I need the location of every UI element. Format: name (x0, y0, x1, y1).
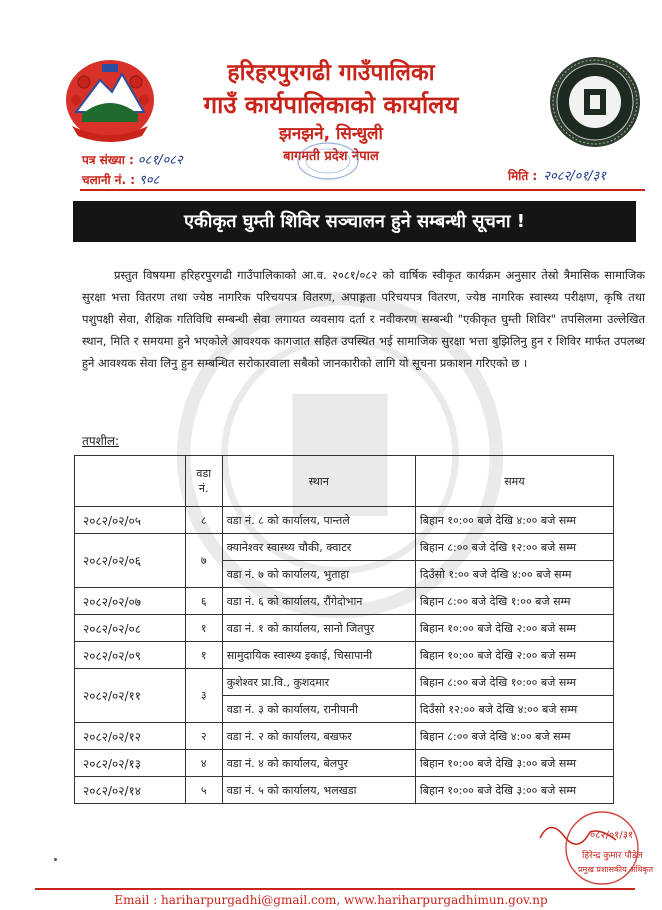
header-place: स्थान (222, 456, 415, 507)
row-place: क्यानेश्वर स्वास्थ्य चौकी, क्वाटर (222, 534, 415, 561)
row-place: वडा नं. २ को कार्यालय, बखफर (222, 723, 415, 750)
ref-number-value: ०८१/०८२ (137, 153, 183, 168)
table-row (75, 534, 614, 561)
footer-contact (0, 893, 662, 907)
letterhead-office-name: गाउँ कार्यपालिकाको कार्यालय (203, 91, 459, 119)
letterhead-municipality-name: हरिहरपुरगढी गाउँपालिका (227, 60, 435, 86)
header-date (75, 456, 186, 507)
row-ward: ६ (185, 588, 222, 615)
row-date: २०८२/०२/१२ (75, 723, 186, 750)
row-date: २०८२/०२/०६ (75, 534, 186, 588)
letter-date-label: मिति : (508, 169, 538, 183)
row-time: दिउँसो १२:०० बजे देखि ४:०० बजे सम्म (415, 696, 613, 723)
signature-stamp (520, 808, 660, 888)
row-place: कुशेश्वर प्रा.वि., कुशदमार (222, 669, 415, 696)
signature-name: हिरेन्द्र कुमार पौडेल (582, 851, 643, 861)
header-time: समय (415, 456, 613, 507)
notice-body-paragraph: प्रस्तुत विषयमा हरिहरपुरगढी गाउँपालिकाको आ.व. २०८१/०८२ को वार्षिक स्वीकृत कार्यक्रम अनुसार तेस्रो त्रैमासिक सामाजिक सुरक्षा भत्ता वितरण तथा ज्येष्ठ नागरिक परिचयपत्र वितरण, अपाङ्गता परिचयपत्र वितरण, ज्येष्ठ नागरिक स्वास्थ्य परीक्षण, कृषि तथा पशुपक्षी सेवा, शैक्षिक गतिविधि सम्बन्धी सेवा लगायत व्यवसाय दर्ता र नवीकरण सम्बन्धी "एकीकृत घुम्ती शिविर" तपसिलमा उल्लेखित स्थान, मिति र समयमा हुने भएकोले आवश्यक कागजात सहित उपस्थित भई सामाजिक सुरक्षा भत्ता बुझिलिनु हुन र शिविर मार्फत उपलब्ध हुने आवश्यक सेवा लिनु हुन सम्बन्धित सरोकारवाला सबैको जानकारीको लागि यो सूचना प्रकाशन गरिएको छ । (82, 268, 645, 370)
row-ward: १ (185, 642, 222, 669)
table-row (75, 615, 614, 642)
notice-body (82, 264, 645, 374)
row-place: वडा नं. ६ को कार्यालय, रौंगेदोभान (222, 588, 415, 615)
header-ward: वडा नं. (185, 456, 222, 507)
row-date: २०८२/०२/०५ (75, 507, 186, 534)
header-divider (80, 189, 645, 191)
row-time: बिहान ८:०० बजे देखि ४:०० बजे सम्म (415, 723, 613, 750)
row-place: वडा नं. ७ को कार्यालय, भुताहा (222, 561, 415, 588)
row-place: वडा नं. ८ को कार्यालय, पान्तले (222, 507, 415, 534)
dispatch-number (82, 170, 159, 188)
table-row (75, 750, 614, 777)
letterhead-location: झनझने, सिन्धुली (279, 124, 383, 144)
row-ward: २ (185, 723, 222, 750)
footer-divider (35, 888, 635, 890)
details-label: तपशील: (82, 434, 120, 448)
letterhead-province: बागमती प्रदेश नेपाल (283, 149, 379, 164)
row-place: वडा नं. ३ को कार्यालय, रानीपानी (222, 696, 415, 723)
row-time: बिहान १०:०० बजे देखि ३:०० बजे सम्म (415, 750, 613, 777)
footer-email-label: Email : (114, 893, 158, 907)
table-row (75, 642, 614, 669)
row-ward: ५ (185, 777, 222, 804)
table-row (75, 723, 614, 750)
row-ward: ८ (185, 507, 222, 534)
ref-number-label: पत्र संख्या : (82, 153, 134, 167)
row-place: वडा नं. ५ को कार्यालय, भलखडा (222, 777, 415, 804)
row-place: सामुदायिक स्वास्थ्य इकाई, चिसापानी (222, 642, 415, 669)
row-time: बिहान १०:०० बजे देखि २:०० बजे सम्म (415, 642, 613, 669)
table-row (75, 669, 614, 696)
table-row (75, 588, 614, 615)
row-ward: ४ (185, 750, 222, 777)
letter-date (508, 166, 606, 184)
row-place: वडा नं. १ को कार्यालय, सानो जितपुर (222, 615, 415, 642)
signature-date: ०८२/०१/३१ (590, 830, 634, 841)
row-time: बिहान १०:०० बजे देखि ३:०० बजे सम्म (415, 777, 613, 804)
footer-email[interactable]: hariharpurgadhi@gmail.com, (161, 893, 341, 907)
row-time: बिहान १०:०० बजे देखि २:०० बजे सम्म (415, 615, 613, 642)
row-time: बिहान ८:०० बजे देखि १:०० बजे सम्म (415, 588, 613, 615)
row-time: बिहान ८:०० बजे देखि १२:०० बजे सम्म (415, 534, 613, 561)
footer-website[interactable]: www.hariharpurgadhimun.gov.np (343, 893, 548, 907)
table-row (75, 777, 614, 804)
row-time: बिहान ८:०० बजे देखि १०:०० बजे सम्म (415, 669, 613, 696)
signature-title: प्रमुख प्रशासकीय अधिकृत (578, 865, 654, 874)
row-date: २०८२/०२/०८ (75, 615, 186, 642)
ref-number (82, 150, 183, 168)
row-date: २०८२/०२/०९ (75, 642, 186, 669)
row-date: २०८२/०२/१४ (75, 777, 186, 804)
letter-date-value: २०८२/०१/३१ (543, 169, 607, 184)
row-ward: १ (185, 615, 222, 642)
table-row (75, 507, 614, 534)
row-place: वडा नं. ४ को कार्यालय, बेलपुर (222, 750, 415, 777)
row-ward: ७ (185, 534, 222, 588)
row-date: २०८२/०२/०७ (75, 588, 186, 615)
schedule-table (74, 455, 614, 804)
office-stamp (288, 140, 368, 182)
dispatch-number-value: ९०८ (139, 173, 160, 188)
stray-dot (54, 858, 57, 861)
row-time: बिहान १०:०० बजे देखि ४:०० बजे सम्म (415, 507, 613, 534)
row-ward: ३ (185, 669, 222, 723)
row-date: २०८२/०२/११ (75, 669, 186, 723)
notice-title: एकीकृत घुम्ती शिविर सञ्चालन हुने सम्बन्धी सूचना ! (73, 201, 636, 242)
row-date: २०८२/०२/१३ (75, 750, 186, 777)
row-time: दिउँसो १:०० बजे देखि ४:०० बजे सम्म (415, 561, 613, 588)
dispatch-number-label: चलानी नं. : (82, 173, 136, 187)
